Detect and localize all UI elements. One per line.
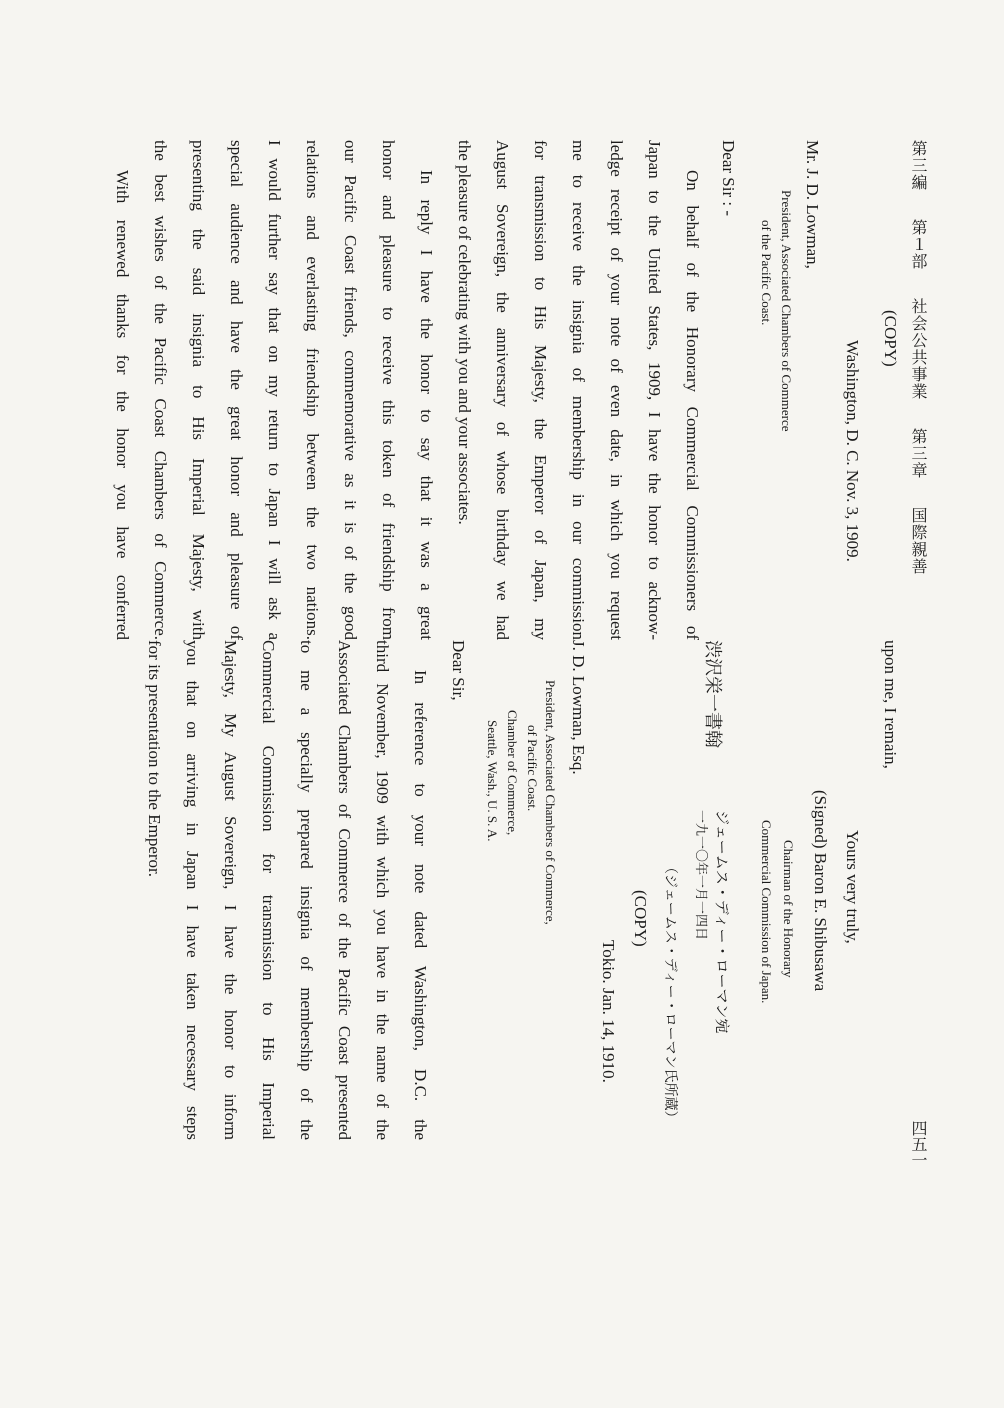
letter1-recipient-title2: of the Pacific Coast. xyxy=(759,220,774,326)
letter2-addressee: ジェームス・ディー・ローマン宛 xyxy=(713,810,731,1034)
letter1-line: me to receive the insignia of membership in our commission xyxy=(569,140,588,640)
letter2-line: Majesty, My August Sovereign, I have the honor to inform xyxy=(221,640,240,1140)
header-part: 第三編 xyxy=(909,140,928,191)
letter1-place-date: Washington, D. C. Nov. 3, 1909. xyxy=(843,340,862,562)
letter2-line: Commercial Commission for transmission to His Imperial xyxy=(259,640,278,1140)
letter1-salutation: Dear Sir : - xyxy=(719,140,738,217)
letter1-signature: (Signed) Baron E. Shibusawa xyxy=(811,790,830,992)
letter1-sig-title1: Chairman of the Honorary xyxy=(781,840,796,978)
letter2-line: to me a specially prepared insignia of membership of the xyxy=(297,640,316,1140)
letter1-line: relations and everlasting friendship between the two nations. xyxy=(303,140,322,640)
letter1-line: In reply I have the honor to say that it was a great xyxy=(417,170,436,640)
header-section: 第１部 xyxy=(909,219,928,271)
letter2-recipient-title2: of Pacific Coast. xyxy=(525,725,540,812)
letter2-copy-mark: (COPY) xyxy=(631,890,650,947)
running-header xyxy=(907,140,930,610)
letter2-salutation: Dear Sir, xyxy=(449,640,468,701)
header-topic: 社会公共事業 xyxy=(909,298,928,401)
letter1-line: August Sovereign, the anniversary of whose birthday we had xyxy=(493,140,512,640)
letter1-closing: Yours very truly, xyxy=(843,830,862,944)
letter2-line: Associated Chambers of Commerce of the Pacific Coast presented xyxy=(335,640,354,1140)
letter1-line: With renewed thanks for the honor you have conferred xyxy=(113,170,132,640)
letter1-line: upon me, I remain, xyxy=(881,640,900,769)
page-number: 四五一 xyxy=(909,1120,928,1168)
letter2-line: In reference to your note dated Washington, D.C. the xyxy=(411,670,430,1140)
letter2-recipient-title4: Seattle, Wash., U. S. A. xyxy=(485,720,500,842)
letter1-recipient-name: Mr. J. D. Lowman, xyxy=(803,140,822,269)
letter1-line: Japan to the United States, 1909, I have the honor to acknow- xyxy=(645,140,664,640)
letter1-line: I would further say that on my return to Japan I will ask a xyxy=(265,140,284,640)
letter1-line: honor and pleasure to receive this token of friendship from xyxy=(379,140,398,640)
letter1-copy-mark: (COPY) xyxy=(881,310,900,367)
letter2-recipient-name: J. D. Lowman, Esq. xyxy=(569,640,588,775)
letter2-recipient-title3: Chamber of Commerce, xyxy=(505,710,520,836)
letter1-line: the pleasure of celebrating with you and your associates. xyxy=(455,140,474,525)
letter1-recipient-title1: President, Associated Chambers of Commerce xyxy=(779,190,794,432)
letter2-line: third November, 1909 with which you have in the name of the xyxy=(373,640,392,1140)
letter1-line: our Pacific Coast friends, commemorative as it is of the good xyxy=(341,140,360,640)
letter1-line: On behalf of the Honorary Commercial Commissioners of xyxy=(683,170,702,640)
rotated-text-block xyxy=(60,0,900,1408)
header-title: 国際親善 xyxy=(909,507,928,576)
letter1-line: ledge receipt of your note of even date, in which you request xyxy=(607,140,626,640)
letter2-recipient-title1: President, Associated Chambers of Commerce, xyxy=(543,680,558,925)
letter1-line: the best wishes of the Pacific Coast Chambers of Commerce. xyxy=(151,140,170,640)
letter2-place-date: Tokio. Jan. 14, 1910. xyxy=(599,940,618,1083)
letter2-line: for its presentation to the Emperor. xyxy=(145,640,164,877)
header-chapter: 第三章 xyxy=(909,428,928,480)
letter2-heading: 渋沢栄一書翰 xyxy=(702,640,723,748)
letter2-date-jp: 一九一〇年一月一四日 xyxy=(693,810,708,941)
letter1-line: presenting the said insignia to His Imperial Majesty, with xyxy=(189,140,208,640)
letter2-source: （ジェームス・ディー・ローマン氏所蔵） xyxy=(662,860,678,1125)
letter1-line: for transmission to His Majesty, the Emperor of Japan, my xyxy=(531,140,550,640)
letter2-line: you that on arriving in Japan I have taken necessary steps xyxy=(183,640,202,1140)
letter1-line: special audience and have the great honor and pleasure of xyxy=(227,140,246,640)
letter1-sig-title2: Commercial Commission of Japan. xyxy=(759,820,774,1004)
